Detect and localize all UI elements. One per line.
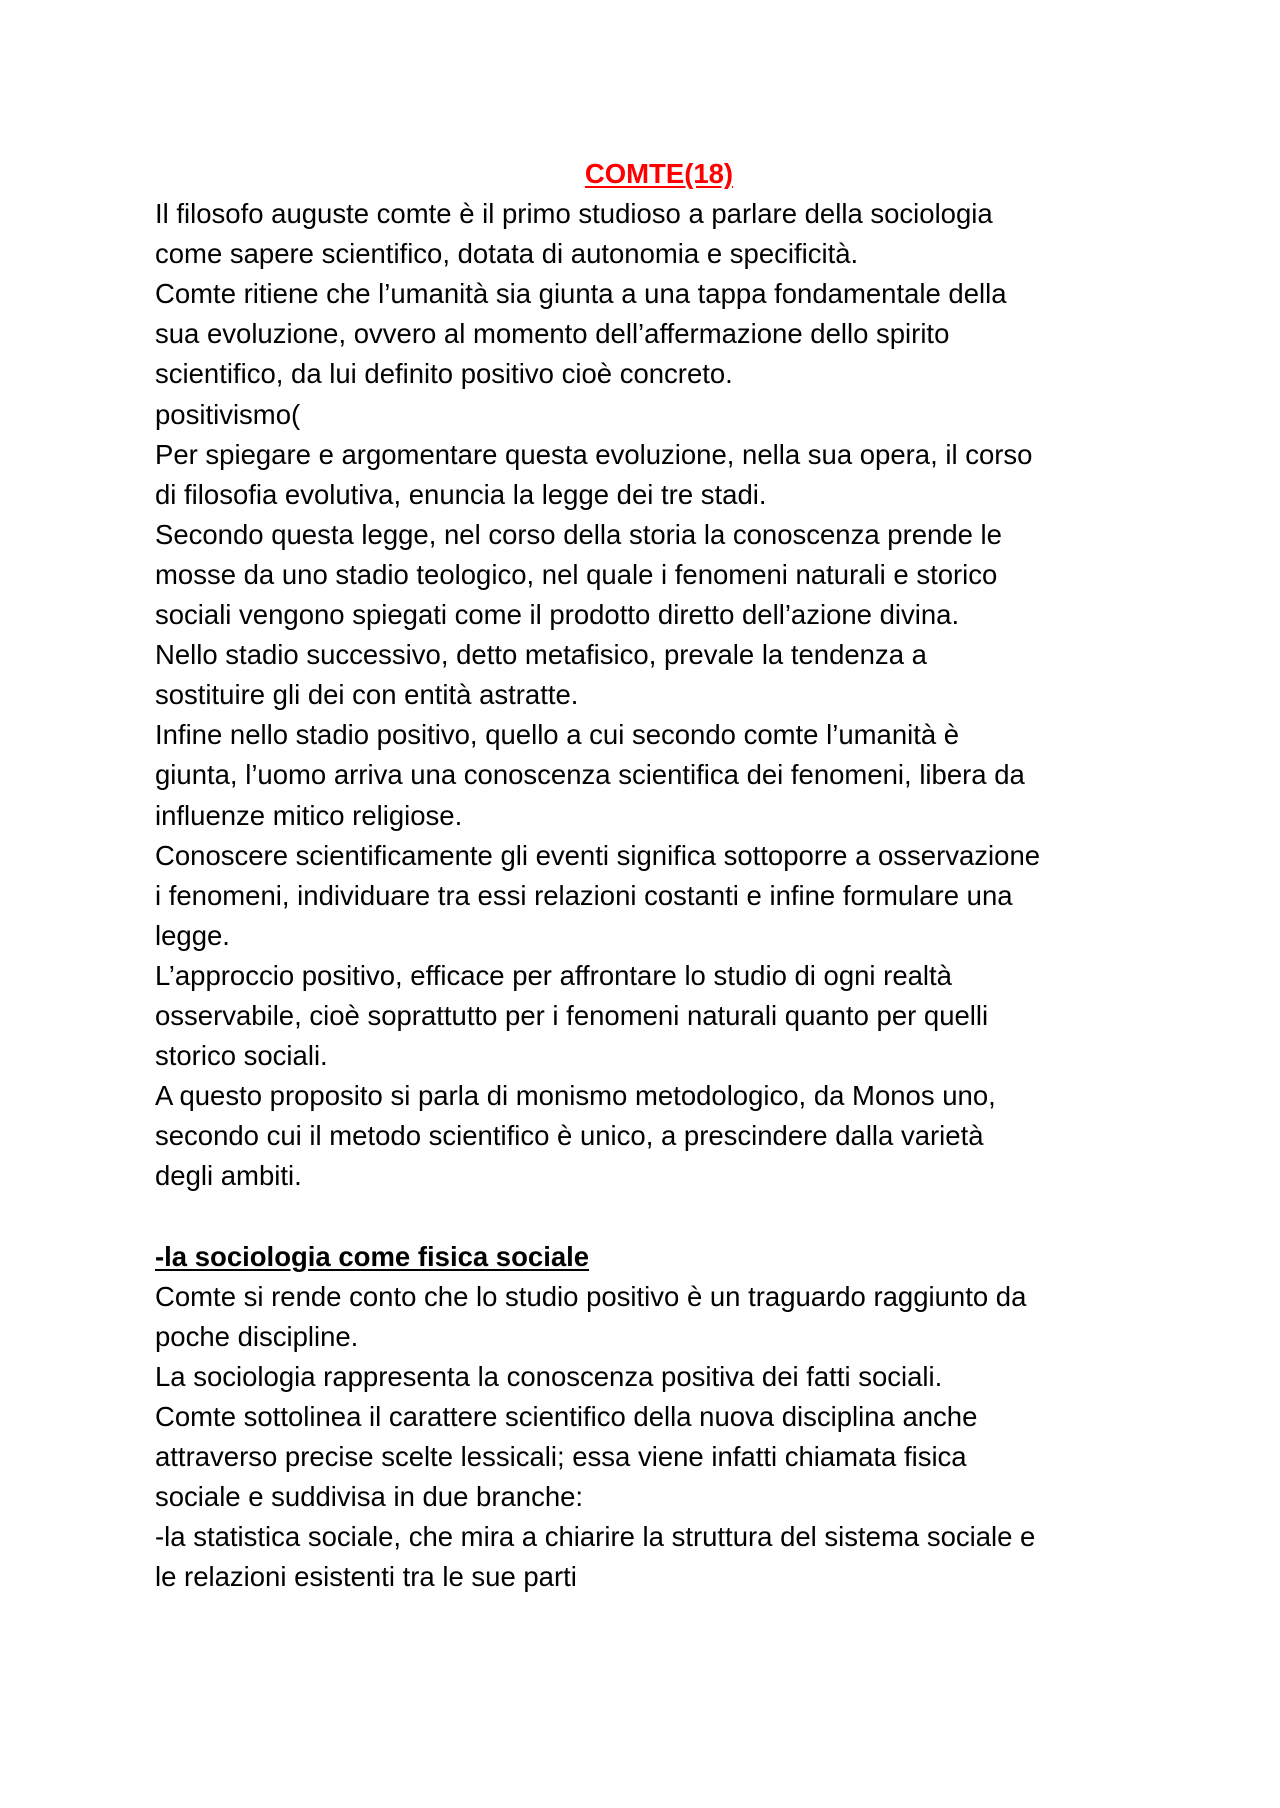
text-line: le relazioni esistenti tra le sue parti: [155, 1561, 577, 1593]
text-line: sua evoluzione, ovvero al momento dell’affermazione dello spirito: [155, 318, 950, 350]
text-line: Secondo questa legge, nel corso della storia la conoscenza prende le: [155, 518, 1002, 550]
text-line: di filosofia evolutiva, enuncia la legge dei tre stadi.: [155, 478, 767, 510]
text-line: come sapere scientifico, dotata di autonomia e specificità.: [155, 238, 859, 270]
text-line: storico sociali.: [155, 1040, 328, 1072]
text-line: giunta, l’uomo arriva una conoscenza scientifica dei fenomeni, libera da: [155, 759, 1025, 791]
text-line: -la statistica sociale, che mira a chiarire la struttura del sistema sociale e: [155, 1521, 1036, 1553]
text-line: Comte si rende conto che lo studio positivo è un traguardo raggiunto da: [155, 1280, 1027, 1312]
text-line: L’approccio positivo, efficace per affrontare lo studio di ogni realtà: [155, 959, 952, 991]
text-line: scientifico, da lui definito positivo cioè concreto.: [155, 358, 733, 390]
text-line: sociali vengono spiegati come il prodotto diretto dell’azione divina.: [155, 599, 960, 631]
text-line: secondo cui il metodo scientifico è unico, a prescindere dalla varietà: [155, 1120, 984, 1152]
text-line: degli ambiti.: [155, 1160, 302, 1192]
text-line: i fenomeni, individuare tra essi relazioni costanti e infine formulare una: [155, 879, 1013, 911]
text-line: influenze mitico religiose.: [155, 799, 463, 831]
blank-line: [155, 1196, 1155, 1236]
text-line: attraverso precise scelte lessicali; essa viene infatti chiamata fisica: [155, 1441, 967, 1472]
text-line: Comte ritiene che l’umanità sia giunta a una tappa fondamentale della: [155, 278, 1007, 310]
text-line: positivismo(: [155, 398, 301, 430]
text-line: Nello stadio successivo, detto metafisico, prevale la tendenza a: [155, 639, 927, 671]
section-intro: [155, 194, 1155, 1196]
text-line: Comte sottolinea il carattere scientifico della nuova disciplina anche: [155, 1400, 978, 1432]
text-line: A questo proposito si parla di monismo metodologico, da Monos uno,: [155, 1080, 996, 1112]
text-line: Il filosofo auguste comte è il primo studioso a parlare della sociologia: [155, 198, 993, 230]
section-fisica-sociale: [155, 1277, 1155, 1598]
text-line: mosse da uno stadio teologico, nel quale i fenomeni naturali e storico: [155, 558, 998, 590]
text-line: Conoscere scientificamente gli eventi significa sottoporre a osservazione: [155, 839, 1041, 871]
text-line: La sociologia rappresenta la conoscenza positiva dei fatti sociali.: [155, 1360, 943, 1392]
text-line: Infine nello stadio positivo, quello a cui secondo comte l’umanità è: [155, 719, 960, 751]
text-line: sostituire gli dei con entità astratte.: [155, 679, 579, 711]
text-line: sociale e suddivisa in due branche:: [155, 1481, 584, 1513]
document-page: [155, 154, 1155, 1597]
text-line: Per spiegare e argomentare questa evoluzione, nella sua opera, il corso: [155, 438, 1033, 470]
document-title: COMTE(18): [584, 158, 734, 189]
text-line: osservabile, cioè soprattutto per i fenomeni naturali quanto per quelli: [155, 999, 989, 1031]
section-heading: -la sociologia come fisica sociale: [155, 1240, 590, 1272]
text-line: legge.: [155, 919, 230, 951]
text-line: poche discipline.: [155, 1320, 359, 1352]
